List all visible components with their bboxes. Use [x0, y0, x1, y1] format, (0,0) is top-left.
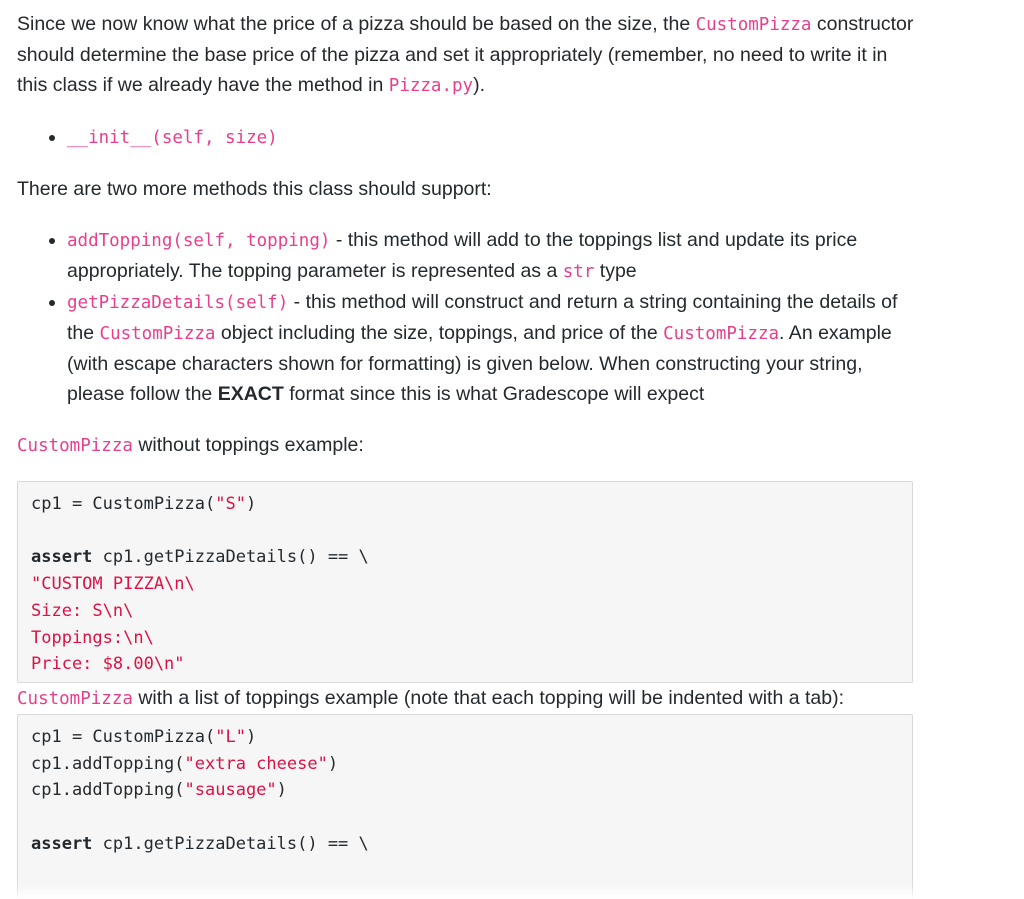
inline-code-custompizza: CustomPizza — [17, 436, 133, 456]
code-text: ) — [245, 727, 257, 747]
list-item — [67, 122, 917, 153]
inline-code-pizza-py: Pizza.py — [388, 76, 474, 96]
code-string: "extra cheese" — [184, 753, 328, 774]
inline-code-custompizza: CustomPizza — [695, 15, 812, 35]
example-heading-text: without toppings example: — [132, 434, 364, 456]
code-text: cp1 = CustomPizza( — [31, 494, 216, 514]
example-heading-text: with a list of toppings example (note that each topping will be indented with a tab): — [132, 687, 844, 709]
code-text: cp1 = CustomPizza( — [31, 727, 216, 747]
inline-code-add-topping: addTopping(self, topping) — [67, 231, 331, 251]
example2-heading — [17, 683, 917, 714]
list-item-text: format since this is what Gradescope will expect — [283, 383, 705, 405]
methods-list — [17, 225, 917, 409]
code-string: "CUSTOM PIZZA\n\ — [31, 574, 195, 595]
intro-paragraph — [17, 9, 917, 101]
list-item-text: - this method will add to the toppings list and update its price appropriately. The topping parameter is represented as a — [67, 229, 858, 282]
inline-code-custompizza: CustomPizza — [17, 689, 133, 709]
code-text: ) — [245, 494, 257, 514]
code-block-example2[interactable] — [17, 714, 913, 899]
example1-heading — [17, 430, 917, 461]
code-string: Size: S\n\ — [31, 600, 134, 621]
code-text: cp1.addTopping( — [31, 753, 185, 774]
code-string: "S" — [215, 494, 246, 514]
intro-text: constructor should determine the base price of the pizza and set it appropriately (remember, no need to write it in this class if we already have the method in — [17, 13, 914, 96]
code-text: cp1.getPizzaDetails() == \ — [92, 833, 369, 854]
list-item-text: . An example (with escape characters shown for formatting) is given below. When constructing your string, please follow the — [67, 322, 892, 405]
code-string: "L" — [215, 727, 246, 747]
inline-code-custompizza: CustomPizza — [99, 324, 216, 344]
code-string: Price: $8.00\n" — [31, 654, 185, 675]
bold-exact: EXACT — [217, 383, 284, 405]
list-item-add-topping — [67, 225, 917, 287]
inline-code-init: __init__(self, size) — [67, 128, 278, 148]
inline-code-get-pizza-details: getPizzaDetails(self) — [67, 293, 289, 313]
document-content — [17, 9, 917, 899]
list-item-text: - this method will construct and return a string containing the details of the — [67, 291, 898, 344]
intro-text: ). — [473, 74, 485, 96]
constructor-list — [17, 122, 917, 153]
list-item-text: type — [594, 260, 637, 282]
code-block-example1[interactable] — [17, 481, 913, 683]
inline-code-str: str — [562, 262, 595, 282]
list-item-text: object including the size, toppings, and price of the — [215, 322, 664, 344]
code-keyword: assert — [31, 833, 93, 854]
code-text: ) — [276, 780, 287, 801]
inline-code-custompizza: CustomPizza — [663, 324, 780, 344]
code-text: ) — [327, 753, 339, 774]
code-text: cp1.getPizzaDetails() == \ — [92, 547, 369, 568]
intro-text: Since we now know what the price of a pizza should be based on the size, the — [17, 13, 696, 35]
methods-intro: There are two more methods this class should support: — [17, 178, 492, 200]
code-string: "sausage" — [184, 780, 277, 801]
code-keyword: assert — [31, 547, 93, 568]
list-item-get-pizza-details — [67, 287, 917, 409]
code-text: cp1.addTopping( — [31, 780, 185, 801]
code-string: Toppings:\n\ — [31, 627, 154, 648]
bottom-fade — [0, 885, 1024, 899]
